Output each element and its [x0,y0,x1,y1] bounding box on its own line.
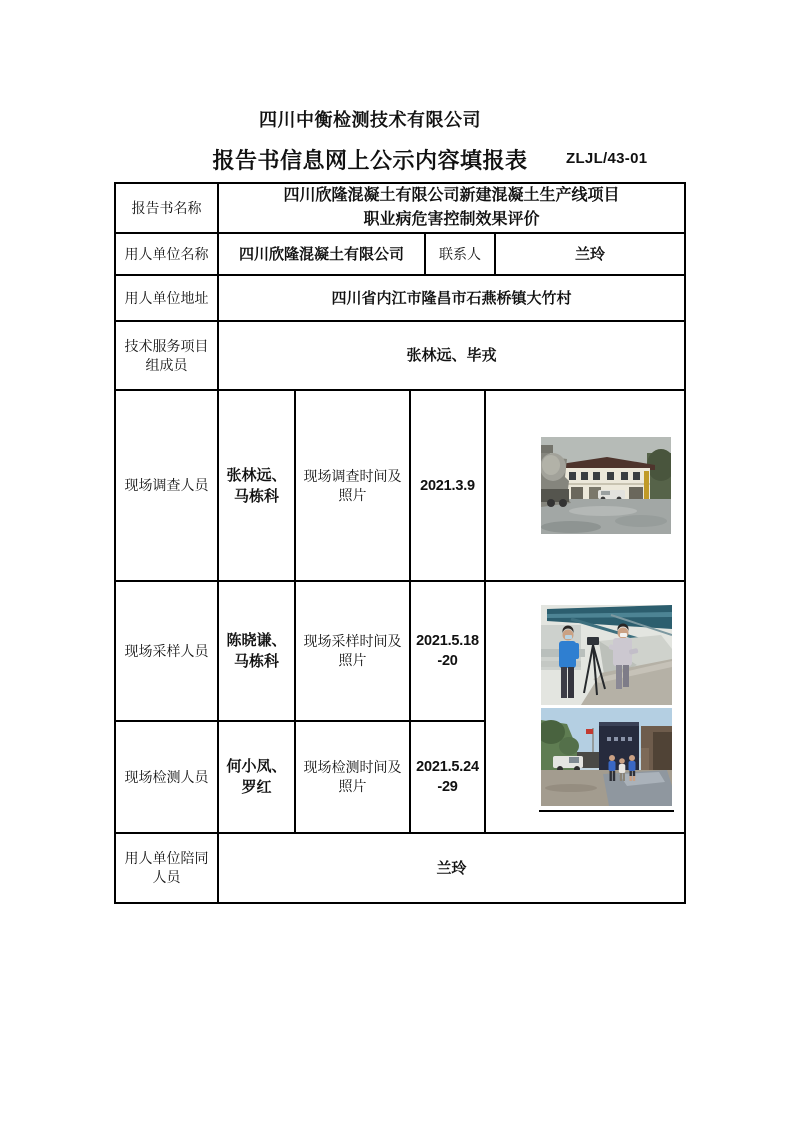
project-team-value: 张林远、毕戎 [218,321,685,390]
sampling-time-label-line1: 现场采样时间及 [303,633,402,649]
employer-address-label: 用人单位地址 [115,275,218,321]
row-report-name [115,183,685,233]
report-name-label: 报告书名称 [115,183,218,233]
testing-time-label-line2: 照片 [338,778,367,794]
accompanying-label [115,833,218,903]
site-testing-photo [541,708,672,806]
sampling-staff [218,581,295,721]
row-employer-address [115,275,685,321]
report-name-value [218,183,685,233]
site-investigation-photo [541,437,671,534]
sampling-date-line2: -20 [437,653,458,669]
testing-date [410,721,485,833]
sampling-date-line1: 2021.5.18 [416,633,479,649]
testing-time-label [295,721,410,833]
row-project-team [115,321,685,390]
investigation-time-label-line1: 现场调查时间及 [303,467,402,484]
accompanying-value: 兰玲 [218,833,685,903]
form-code: ZLJL/43-01 [566,150,648,167]
testing-time-label-line1: 现场检测时间及 [303,759,402,775]
testing-staff-line2: 罗红 [241,779,272,796]
accompanying-label-line1: 用人单位陪同 [124,850,209,866]
accompanying-label-line2: 人员 [152,869,181,885]
sampling-testing-photo-cell [485,581,685,833]
report-info-table [114,182,686,904]
project-team-label-line1: 技术服务项目 [124,337,209,354]
employer-address-value: 四川省内江市隆昌市石燕桥镇大竹村 [218,275,685,321]
project-team-label-line2: 组成员 [145,356,188,373]
sampling-staff-line2: 马栋科 [233,653,279,670]
row-employer-name [115,233,685,275]
site-sampling-photo [541,605,672,705]
row-investigation [115,390,685,581]
contact-value: 兰玲 [495,233,685,275]
testing-date-line2: -29 [437,779,458,795]
sampling-staff-line1: 陈晓谦、 [226,632,287,649]
photo-underline [539,810,674,812]
form-title: 报告书信息网上公示内容填报表 [212,148,528,173]
contact-label: 联系人 [425,233,495,275]
sampling-date [410,581,485,721]
investigation-photo-wrap [486,437,684,534]
sampling-label: 现场采样人员 [115,581,218,721]
investigation-photo-cell [485,390,685,581]
report-name-line2: 职业病危害控制效果评价 [363,211,540,228]
report-name-line1: 四川欣隆混凝土有限公司新建混凝土生产线项目 [283,187,620,204]
testing-staff [218,721,295,833]
investigation-date: 2021.3.9 [410,390,485,581]
investigation-label: 现场调查人员 [115,390,218,581]
employer-name-value: 四川欣隆混凝土有限公司 [218,233,425,275]
investigation-time-label-line2: 照片 [338,486,367,503]
investigation-staff [218,390,295,581]
sampling-time-label-line2: 照片 [338,652,367,668]
testing-date-line1: 2021.5.24 [416,759,479,775]
row-accompanying [115,833,685,903]
employer-name-label: 用人单位名称 [115,233,218,275]
sampling-time-label [295,581,410,721]
testing-label: 现场检测人员 [115,721,218,833]
investigation-staff-line2: 马栋科 [233,487,279,505]
row-sampling [115,581,685,721]
company-title: 四川中衡检测技术有限公司 [259,110,481,130]
testing-staff-line1: 何小凤、 [226,758,287,775]
photo-stack [486,603,684,812]
investigation-time-label [295,390,410,581]
project-team-label [115,321,218,390]
investigation-staff-line1: 张林远、 [226,466,287,484]
